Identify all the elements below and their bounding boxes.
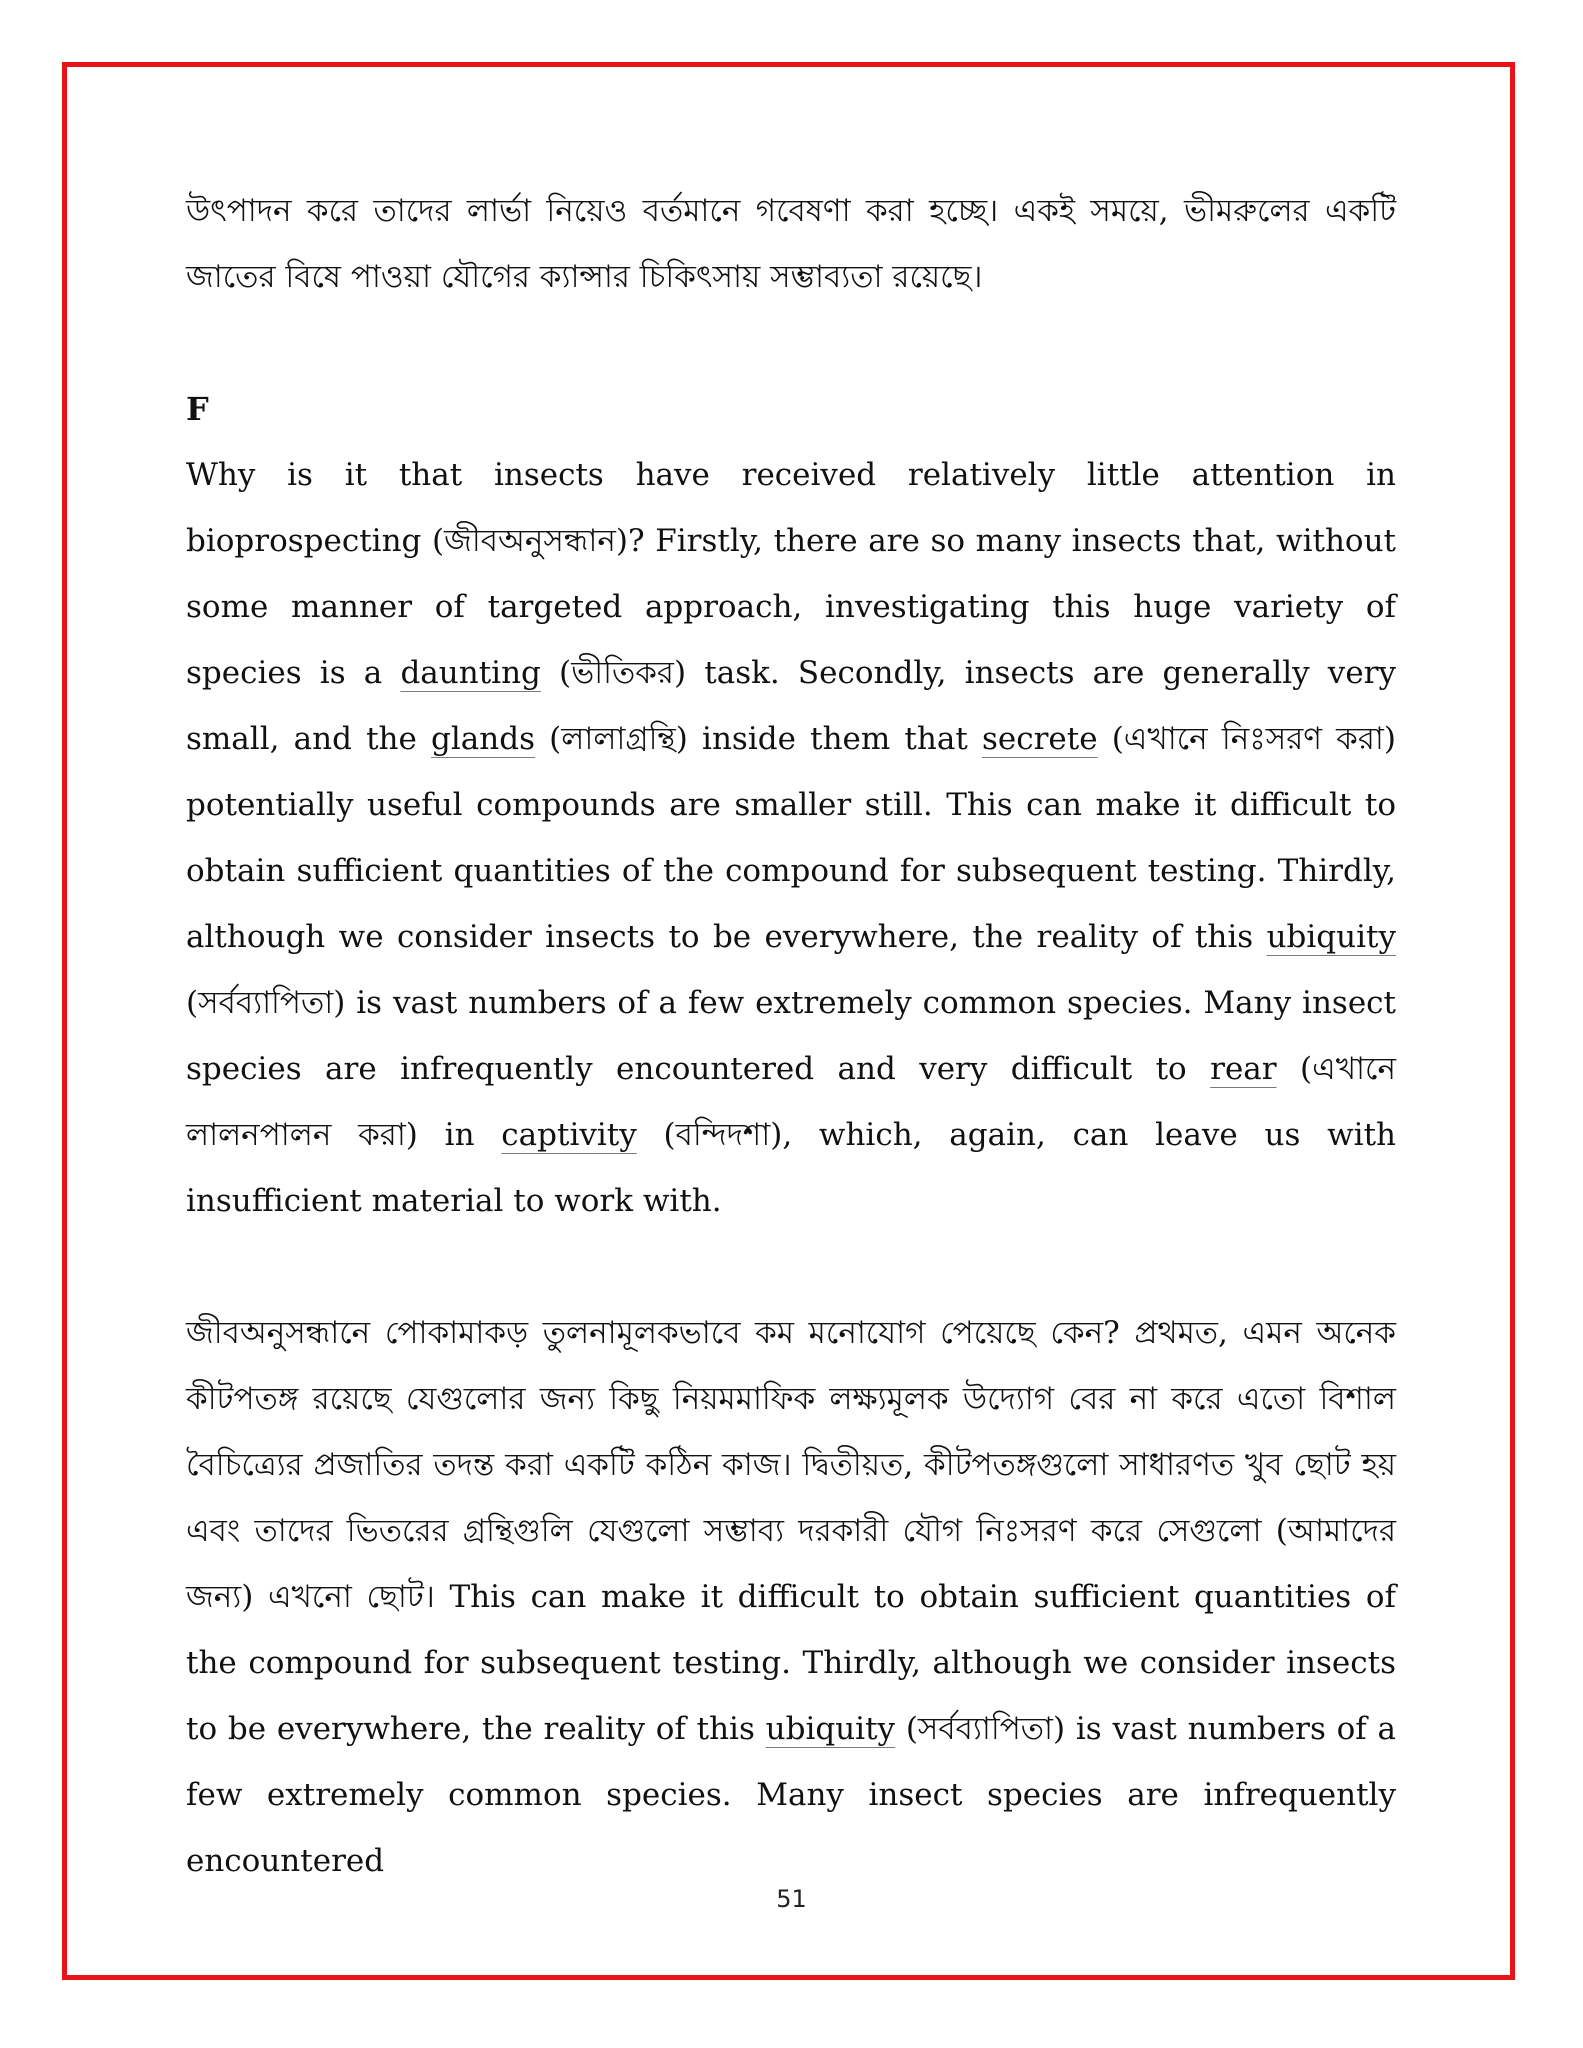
- page-number: 51: [776, 1885, 807, 1913]
- vocab-word-ubiquity: ubiquity: [765, 1711, 896, 1747]
- vocab-word-rear: rear: [1210, 1051, 1277, 1087]
- spacer: [186, 1234, 1396, 1300]
- bengali-translation-paragraph: [186, 1300, 1396, 1894]
- vocab-word-glands: glands: [431, 721, 535, 757]
- vocab-word-ubiquity: ubiquity: [1266, 919, 1396, 955]
- top-bengali-paragraph: উৎপাদন করে তাদের লার্ভা নিয়েও বর্তমানে গবেষণা করা হচ্ছে। একই সময়ে, ভীমরুলের একটি জাতের বিষে পাওয়া যৌগের ক্যান্সার চিকিৎসায় সম্ভাব্যতা রয়েছে।: [186, 193, 1396, 295]
- text-segment: Why is it that insects have received relatively little attention in bioprospecting (জীবঅনুসন্ধান)? Firstly, there are so many insects that, without some manner of targeted approach, investigating this huge variety of species is a: [186, 457, 1396, 691]
- english-paragraph: [186, 442, 1396, 1234]
- page-content: [186, 178, 1396, 1894]
- text-segment: (এখানে নিঃসরণ করা) potentially useful compounds are smaller still. This can make it difficult to obtain sufficient quantities of the compound for subsequent testing. Thirdly, although we consider insects to be everywhere, the reality of this: [186, 721, 1397, 955]
- text-segment: (লালাগ্রন্থি) inside them that: [534, 721, 982, 757]
- vocab-word-secrete: secrete: [981, 721, 1098, 757]
- text-segment: (বন্দিদশা), which, again, can leave us with insufficient material to work with.: [186, 1117, 1396, 1219]
- section-heading: F: [186, 390, 209, 428]
- text-segment: জীবঅনুসন্ধানে পোকামাকড় তুলনামূলকভাবে কম মনোযোগ পেয়েছে কেন? প্রথমত, এমন অনেক কীটপতঙ্গ রয়েছে যেগুলোর জন্য কিছু নিয়মমাফিক লক্ষ্যমূলক উদ্যোগ বের না করে এতো বিশাল বৈচিত্র্যের প্রজাতির তদন্ত করা একটি কঠিন কাজ। দ্বিতীয়ত, কীটপতঙ্গগুলো সাধারণত খুব ছোট হয় এবং তাদের ভিতরের গ্রন্থিগুলি যেগুলো সম্ভাব্য দরকারী যৌগ নিঃসরণ করে সেগুলো (আমাদের জন্য) এখনো ছোট। This can make it difficult to obtain sufficient quantities of the compound for subsequent testing. Thirdly, although we consider insects to be everywhere, the reality of this: [186, 1315, 1396, 1747]
- text-segment: (সর্বব্যাপিতা) is vast numbers of a few extremely common species. Many insect species are infrequently encountered and very difficult to: [186, 985, 1396, 1087]
- text-segment: (সর্বব্যাপিতা) is vast numbers of a few extremely common species. Many insect species are infrequently encountered: [186, 1711, 1396, 1879]
- vocab-word-captivity: captivity: [501, 1117, 637, 1153]
- vocab-word-daunting: daunting: [400, 655, 541, 691]
- text-segment: (এখানে লালনপালন করা) in: [186, 1051, 1396, 1153]
- text-segment: (ভীতিকর) task. Secondly, insects are generally very small, and the: [186, 655, 1396, 757]
- spacer: [186, 310, 1396, 376]
